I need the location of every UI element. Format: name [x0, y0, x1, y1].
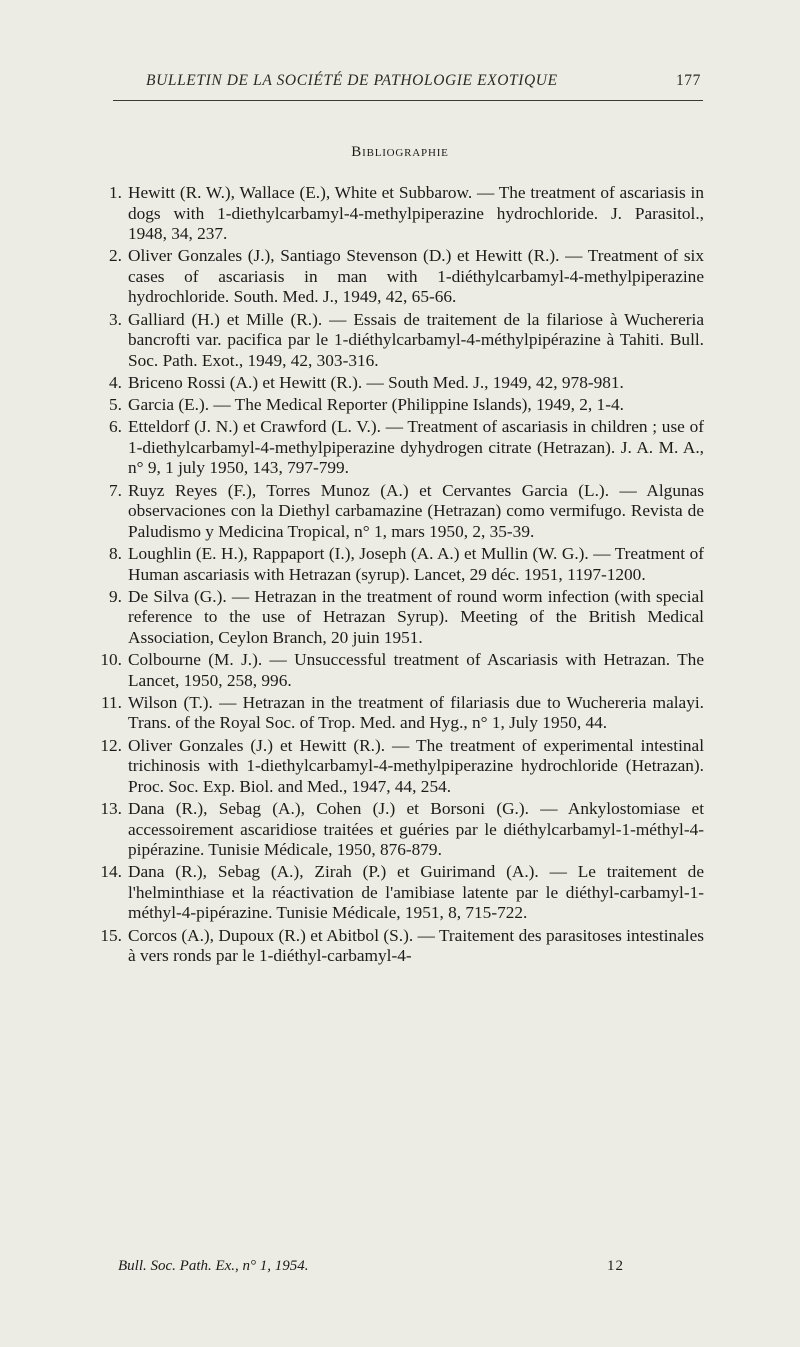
- header-rule: [113, 100, 703, 101]
- reference-number: 13.: [100, 799, 122, 819]
- reference-item: [94, 862, 704, 924]
- reference-number: 8.: [109, 544, 122, 564]
- reference-item: [94, 544, 704, 585]
- reference-text: Hewitt (R. W.), Wallace (E.), White et Subbarow. — The treatment of ascariasis in dogs with 1-diethylcarbamyl-4-methylpiperazine hydrochloride. J. Parasitol., 1948, 34, 237.: [128, 183, 704, 243]
- reference-number: 3.: [109, 309, 122, 329]
- reference-text: Briceno Rossi (A.) et Hewitt (R.). — South Med. J., 1949, 42, 978-981.: [128, 372, 624, 392]
- reference-item: [94, 587, 704, 649]
- reference-text: Dana (R.), Sebag (A.), Zirah (P.) et Guirimand (A.). — Le traitement de l'helminthiase et la réactivation de l'amibiase latente par le diéthyl-carbamyl-1-méthyl-4-pipérazine. Tunisie Médicale, 1951, 8, 715-722.: [128, 862, 704, 923]
- reference-item: [94, 417, 704, 479]
- reference-number: 4.: [109, 372, 122, 392]
- footer-citation: Bull. Soc. Path. Ex., n° 1, 1954.: [118, 1258, 309, 1274]
- reference-number: 11.: [101, 692, 122, 712]
- reference-text: Garcia (E.). — The Medical Reporter (Philippine Islands), 1949, 2, 1-4.: [128, 395, 624, 415]
- journal-title: BULLETIN DE LA SOCIÉTÉ DE PATHOLOGIE EXOTIQUE: [146, 72, 558, 89]
- reference-item: [94, 650, 704, 691]
- reference-text: Dana (R.), Sebag (A.), Cohen (J.) et Borsoni (G.). — Ankylostomiase et accessoirement ascaridiose traitées et guéries par le diéthylcarbamyl-1-méthyl-4-pipérazine. Tunisie Médicale, 1950, 876-879.: [128, 799, 704, 860]
- reference-text: Corcos (A.), Dupoux (R.) et Abitbol (S.). — Traitement des parasitoses intestinales à vers ronds par le 1-diéthyl-carbamyl-4-: [128, 925, 704, 966]
- reference-text: Colbourne (M. J.). — Unsuccessful treatment of Ascariasis with Hetrazan. The Lancet, 1950, 258, 996.: [128, 650, 704, 690]
- reference-item: [94, 799, 704, 861]
- reference-text: Ruyz Reyes (F.), Torres Munoz (A.) et Cervantes Garcia (L.). — Algunas observaciones con la Diethyl carbamazine (Hetrazan) como vermifugo. Revista de Paludismo y Medicina Tropical, n° 1, mars 1950, 2, 35-39.: [128, 480, 704, 541]
- reference-text: Wilson (T.). — Hetrazan in the treatment of filariasis due to Wuchereria malayi. Trans. of the Royal Soc. of Trop. Med. and Hyg., n° 1, July 1950, 44.: [128, 692, 704, 733]
- reference-number: 7.: [109, 480, 122, 500]
- section-title: Bibliographie: [351, 144, 449, 160]
- running-header: [113, 70, 703, 94]
- reference-text: Oliver Gonzales (J.), Santiago Stevenson (D.) et Hewitt (R.). — Treatment of six cases of ascariasis in man with 1-diéthylcarbamyl-4-methylpiperazine hydrochloride. South. Med. J., 1949, 42, 65-66.: [128, 246, 704, 307]
- reference-text: Galliard (H.) et Mille (R.). — Essais de traitement de la filariose à Wuchereria bancrofti var. pacifica par le 1-diéthylcarbamyl-4-méthylpipérazine à Tahiti. Bull. Soc. Path. Exot., 1949, 42, 303-316.: [128, 309, 704, 370]
- reference-item: [94, 736, 704, 798]
- reference-item: [94, 183, 704, 245]
- reference-text: Loughlin (E. H.), Rappaport (I.), Joseph (A. A.) et Mullin (W. G.). — Treatment of Human ascariasis with Hetrazan (syrup). Lancet, 29 déc. 1951, 1197-1200.: [128, 544, 704, 584]
- reference-number: 10.: [100, 650, 122, 670]
- reference-number: 2.: [109, 246, 122, 266]
- reference-number: 1.: [109, 183, 122, 202]
- reference-item: [94, 926, 704, 967]
- reference-text: Oliver Gonzales (J.) et Hewitt (R.). — The treatment of experimental intestinal trichinosis with 1-diethylcarbamyl-4-methylpiperazine hydrochloride (Hetrazan). Proc. Soc. Exp. Biol. and Med., 1947, 44, 254.: [128, 735, 704, 796]
- reference-list: [94, 183, 704, 968]
- reference-number: 15.: [100, 925, 122, 945]
- reference-item: [94, 481, 704, 543]
- reference-text: Etteldorf (J. N.) et Crawford (L. V.). — Treatment of ascariasis in children ; use of 1-diethylcarbamyl-4-methylpiperazine dyhydrogen citrate (Hetrazan). J. A. M. A., n° 9, 1 july 1950, 143, 797-799.: [128, 417, 704, 478]
- reference-number: 9.: [109, 586, 122, 606]
- reference-item: [94, 310, 704, 372]
- reference-text: De Silva (G.). — Hetrazan in the treatment of round worm infection (with special reference to the use of Hetrazan Syrup). Meeting of the British Medical Association, Ceylon Branch, 20 juin 1951.: [128, 586, 704, 647]
- reference-item: [94, 246, 704, 308]
- reference-number: 14.: [100, 862, 122, 882]
- reference-item: [94, 373, 704, 394]
- signature-mark: 12: [607, 1258, 624, 1274]
- reference-item: [94, 395, 704, 416]
- reference-number: 6.: [109, 417, 122, 437]
- reference-item: [94, 693, 704, 734]
- reference-number: 12.: [100, 735, 122, 755]
- page-number: 177: [675, 72, 701, 89]
- reference-number: 5.: [109, 395, 122, 415]
